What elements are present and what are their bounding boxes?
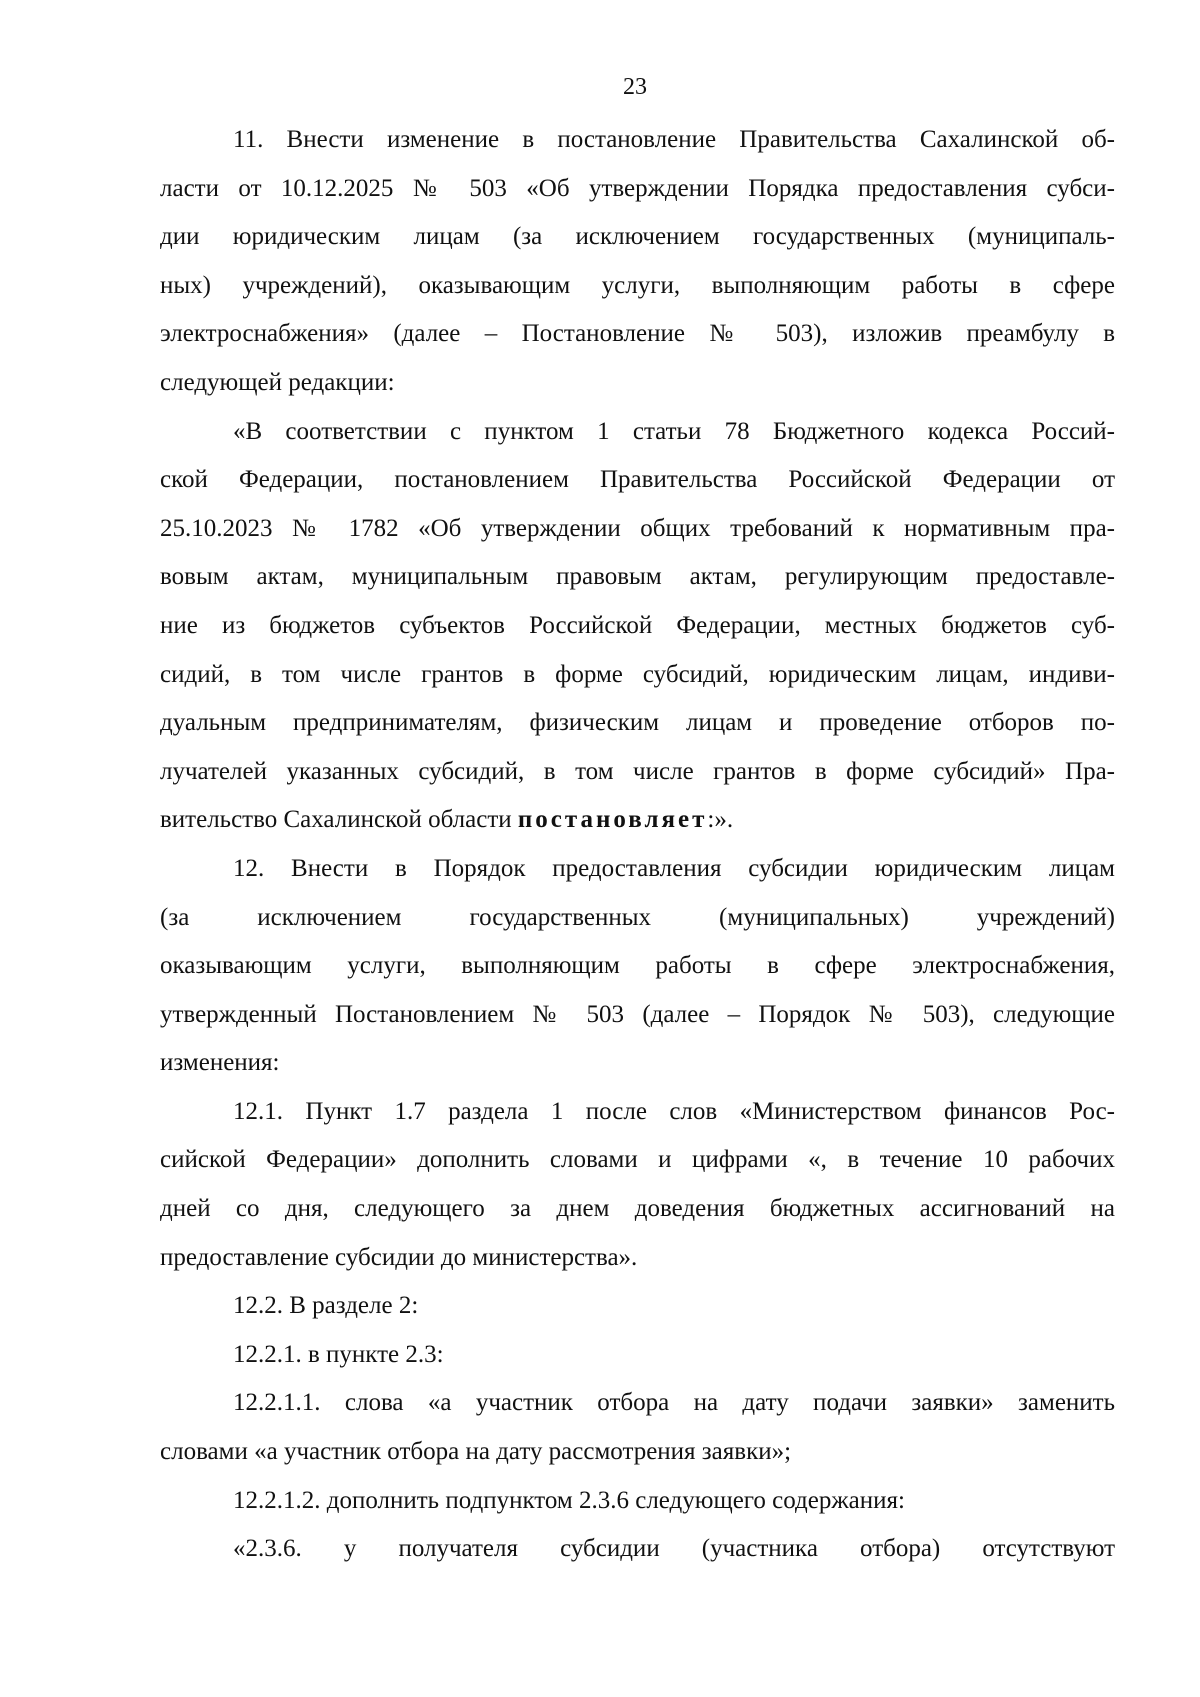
text-line: 12.2.1.2. дополнить подпунктом 2.3.6 следующего содержания: [233, 1486, 905, 1514]
paragraph-11 [160, 116, 1115, 408]
text-line: сийской Федерации» дополнить словами и цифрами «, в течение 10 рабочих [160, 1146, 1115, 1174]
text-line: «В соответствии с пунктом 1 статьи 78 Бюджетного кодекса Россий- [233, 417, 1115, 445]
text-line: оказывающим услуги, выполняющим работы в сфере электроснабжения, [160, 952, 1115, 980]
text-line: 25.10.2023 № 1782 «Об утверждении общих требований к нормативным пра- [160, 514, 1115, 542]
paragraph-12-2-1-2 [160, 1477, 1115, 1526]
text-line: словами «а участник отбора на дату рассмотрения заявки»; [160, 1438, 792, 1466]
text-line: изменения: [160, 1049, 280, 1077]
text-line: ласти от 10.12.2025 № 503 «Об утверждении Порядка предоставления субси- [160, 174, 1115, 202]
text-line: утвержденный Постановлением № 503 (далее – Порядок № 503), следующие [160, 1000, 1115, 1028]
paragraph-2-3-6 [160, 1525, 1115, 1574]
text-line: дуальным предпринимателям, физическим лицам и проведение отборов по- [160, 709, 1115, 737]
text-line: 12.2.1. в пункте 2.3: [233, 1340, 444, 1368]
text-line: ных) учреждений), оказывающим услуги, выполняющим работы в сфере [160, 271, 1115, 299]
paragraph-12 [160, 845, 1115, 1088]
text-line: ской Федерации, постановлением Правительства Российской Федерации от [160, 466, 1115, 494]
paragraph-12-1 [160, 1088, 1115, 1282]
text-line: вовым актам, муниципальным правовым актам, регулирующим предоставле- [160, 563, 1115, 591]
text-line: сидий, в том числе грантов в форме субсидий, юридическим лицам, индиви- [160, 660, 1115, 688]
text-line: ние из бюджетов субъектов Российской Федерации, местных бюджетов суб- [160, 611, 1115, 639]
text-line: 12. Внести в Порядок предоставления субсидии юридическим лицам [233, 854, 1115, 882]
paragraph-12-2-1-1 [160, 1379, 1115, 1476]
text-line: дии юридическим лицам (за исключением государственных (муниципаль- [160, 223, 1115, 251]
document-body [160, 116, 1115, 1574]
text-fragment: :». [707, 806, 734, 834]
text-line: «2.3.6. у получателя субсидии (участника отбора) отсутствуют [233, 1535, 1115, 1563]
paragraph-12-2-1 [160, 1331, 1115, 1380]
text-line: 12.1. Пункт 1.7 раздела 1 после слов «Министерством финансов Рос- [233, 1097, 1115, 1125]
page-number: 23 [623, 74, 647, 100]
paragraph-12-2 [160, 1282, 1115, 1331]
text-line: (за исключением государственных (муниципальных) учреждений) [160, 903, 1115, 931]
text-line: дней со дня, следующего за днем доведения бюджетных ассигнований на [160, 1195, 1115, 1223]
text-line [160, 796, 1115, 845]
text-line: 11. Внести изменение в постановление Правительства Сахалинской об- [233, 126, 1115, 153]
resolves-keyword: постановляет [517, 806, 708, 834]
text-line: предоставление субсидии до министерства». [160, 1243, 638, 1271]
text-line: 12.2. В разделе 2: [233, 1292, 419, 1320]
text-line: следующей редакции: [160, 368, 395, 396]
preamble-quote [160, 408, 1115, 845]
text-line: лучателей указанных субсидий, в том числе грантов в форме субсидий» Пра- [160, 757, 1115, 785]
text-line: электроснабжения» (далее – Постановление № 503), изложив преамбулу в [160, 320, 1115, 348]
text-line: 12.2.1.1. слова «а участник отбора на дату подачи заявки» заменить [233, 1389, 1115, 1417]
text-fragment: вительство Сахалинской области [160, 806, 518, 834]
